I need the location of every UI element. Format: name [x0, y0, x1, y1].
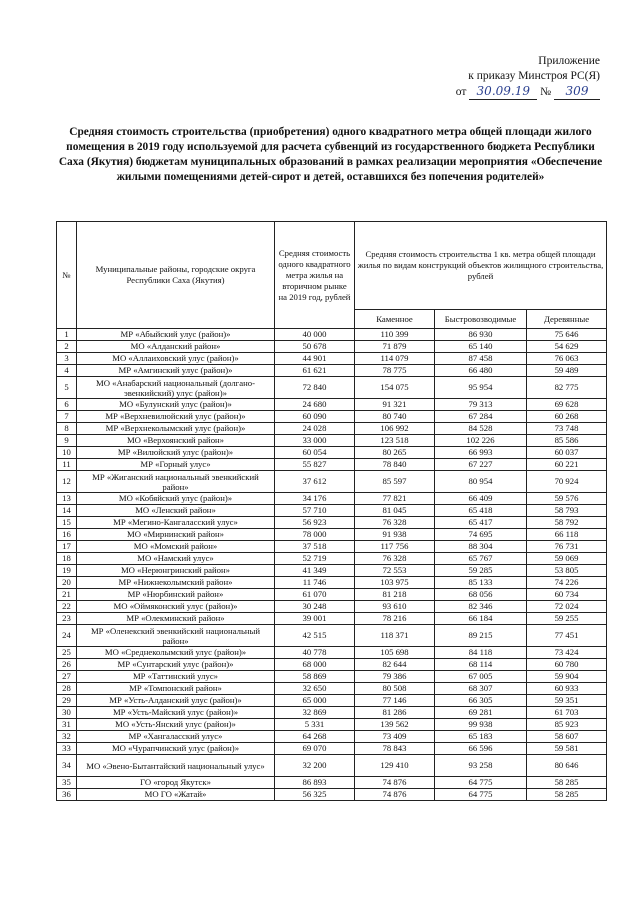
row-municipality: МО «Мирнинский район»	[77, 529, 275, 541]
row-stone-cost: 118 371	[355, 625, 435, 647]
row-stone-cost: 80 740	[355, 411, 435, 423]
row-fast-build-cost: 65 767	[435, 553, 527, 565]
row-fast-build-cost: 64 775	[435, 777, 527, 789]
row-fast-build-cost: 65 418	[435, 505, 527, 517]
table-row	[57, 731, 607, 743]
row-secondary-cost: 42 515	[275, 625, 355, 647]
row-wooden-cost: 60 268	[527, 411, 607, 423]
table-row	[57, 789, 607, 801]
row-municipality: МО «Кобяйский улус (район)»	[77, 493, 275, 505]
row-municipality: МО «Момский район»	[77, 541, 275, 553]
row-wooden-cost: 58 285	[527, 789, 607, 801]
row-secondary-cost: 24 028	[275, 423, 355, 435]
row-municipality: МР «Нюрбинский район»	[77, 589, 275, 601]
row-fast-build-cost: 84 528	[435, 423, 527, 435]
row-stone-cost: 79 386	[355, 671, 435, 683]
row-stone-cost: 82 644	[355, 659, 435, 671]
row-municipality: МО «Усть-Янский улус (район)»	[77, 719, 275, 731]
table-row	[57, 671, 607, 683]
row-fast-build-cost: 82 346	[435, 601, 527, 613]
row-municipality: МО «Анабарский национальный (долгано-эвенкийский) улус (район)»	[77, 377, 275, 399]
row-number: 14	[57, 505, 77, 517]
row-municipality: МР «Горный улус»	[77, 459, 275, 471]
row-number: 11	[57, 459, 77, 471]
row-wooden-cost: 59 904	[527, 671, 607, 683]
row-municipality: МО «Булунский улус (район)»	[77, 399, 275, 411]
row-number: 23	[57, 613, 77, 625]
row-secondary-cost: 40 000	[275, 329, 355, 341]
row-number: 24	[57, 625, 77, 647]
row-wooden-cost: 70 924	[527, 471, 607, 493]
row-secondary-cost: 44 901	[275, 353, 355, 365]
table-row	[57, 529, 607, 541]
row-stone-cost: 78 843	[355, 743, 435, 755]
row-stone-cost: 129 410	[355, 755, 435, 777]
row-secondary-cost: 58 869	[275, 671, 355, 683]
order-text: к приказу Минстроя РС(Я)	[468, 70, 600, 82]
table-row	[57, 411, 607, 423]
row-stone-cost: 81 218	[355, 589, 435, 601]
header-stone: Каменное	[355, 310, 435, 329]
row-number: 12	[57, 471, 77, 493]
row-municipality: МО ГО «Жатай»	[77, 789, 275, 801]
row-secondary-cost: 56 325	[275, 789, 355, 801]
row-stone-cost: 91 321	[355, 399, 435, 411]
row-wooden-cost: 59 489	[527, 365, 607, 377]
row-fast-build-cost: 69 281	[435, 707, 527, 719]
row-fast-build-cost: 65 417	[435, 517, 527, 529]
row-secondary-cost: 50 678	[275, 341, 355, 353]
row-fast-build-cost: 79 313	[435, 399, 527, 411]
row-municipality: МР «Верхневилюйский улус (район)»	[77, 411, 275, 423]
row-number: 34	[57, 755, 77, 777]
row-municipality: МР «Таттинский улус»	[77, 671, 275, 683]
row-municipality: МР «Жиганский национальный эвенкийский район»	[77, 471, 275, 493]
table-row	[57, 719, 607, 731]
table-row	[57, 517, 607, 529]
row-wooden-cost: 58 607	[527, 731, 607, 743]
row-number: 1	[57, 329, 77, 341]
row-fast-build-cost: 65 183	[435, 731, 527, 743]
row-secondary-cost: 37 612	[275, 471, 355, 493]
table-row	[57, 377, 607, 399]
row-municipality: МР «Сунтарский улус (район)»	[77, 659, 275, 671]
row-secondary-cost: 86 893	[275, 777, 355, 789]
row-number: 17	[57, 541, 77, 553]
row-wooden-cost: 60 933	[527, 683, 607, 695]
row-stone-cost: 78 840	[355, 459, 435, 471]
row-secondary-cost: 57 710	[275, 505, 355, 517]
order-number: 309	[554, 84, 600, 100]
row-stone-cost: 76 328	[355, 517, 435, 529]
row-municipality: МР «Верхнеколымский улус (район)»	[77, 423, 275, 435]
row-number: 36	[57, 789, 77, 801]
table-row	[57, 353, 607, 365]
row-secondary-cost: 61 070	[275, 589, 355, 601]
row-fast-build-cost: 64 775	[435, 789, 527, 801]
row-wooden-cost: 58 285	[527, 777, 607, 789]
row-municipality: МР «Мегино-Кангаласский улус»	[77, 517, 275, 529]
row-fast-build-cost: 89 215	[435, 625, 527, 647]
row-number: 18	[57, 553, 77, 565]
row-municipality: МО «Аллаиховский улус (район)»	[77, 353, 275, 365]
table-row	[57, 471, 607, 493]
row-wooden-cost: 58 792	[527, 517, 607, 529]
row-number: 28	[57, 683, 77, 695]
row-wooden-cost: 60 734	[527, 589, 607, 601]
appendix-label: Приложение	[538, 55, 600, 67]
row-secondary-cost: 65 000	[275, 695, 355, 707]
row-fast-build-cost: 93 258	[435, 755, 527, 777]
row-municipality: МО «Эвено-Бытантайский национальный улус»	[77, 755, 275, 777]
row-fast-build-cost: 59 285	[435, 565, 527, 577]
row-secondary-cost: 40 778	[275, 647, 355, 659]
table-row	[57, 695, 607, 707]
row-fast-build-cost: 66 184	[435, 613, 527, 625]
row-secondary-cost: 61 621	[275, 365, 355, 377]
row-stone-cost: 123 518	[355, 435, 435, 447]
row-number: 27	[57, 671, 77, 683]
row-number: 6	[57, 399, 77, 411]
row-stone-cost: 81 286	[355, 707, 435, 719]
row-number: 9	[57, 435, 77, 447]
row-secondary-cost: 56 923	[275, 517, 355, 529]
table-row	[57, 341, 607, 353]
row-fast-build-cost: 65 140	[435, 341, 527, 353]
header-construction-cost: Средняя стоимость строительства 1 кв. метра общей площади жилья по видам конструкций объектов жилищного строительства, рублей	[355, 222, 607, 310]
row-fast-build-cost: 66 596	[435, 743, 527, 755]
row-municipality: МР «Хангаласский улус»	[77, 731, 275, 743]
row-number: 22	[57, 601, 77, 613]
row-stone-cost: 114 079	[355, 353, 435, 365]
table-row	[57, 601, 607, 613]
row-fast-build-cost: 84 118	[435, 647, 527, 659]
row-municipality: МР «Олекминский район»	[77, 613, 275, 625]
cost-table	[56, 221, 607, 801]
row-wooden-cost: 61 703	[527, 707, 607, 719]
row-stone-cost: 80 265	[355, 447, 435, 459]
row-wooden-cost: 59 069	[527, 553, 607, 565]
table-row	[57, 589, 607, 601]
table-row	[57, 329, 607, 341]
row-secondary-cost: 78 000	[275, 529, 355, 541]
row-municipality: МР «Амгинский улус (район)»	[77, 365, 275, 377]
row-stone-cost: 71 879	[355, 341, 435, 353]
row-number: 30	[57, 707, 77, 719]
row-stone-cost: 74 876	[355, 789, 435, 801]
row-fast-build-cost: 87 458	[435, 353, 527, 365]
row-secondary-cost: 72 840	[275, 377, 355, 399]
row-fast-build-cost: 86 930	[435, 329, 527, 341]
row-municipality: МО «Среднеколымский улус (район)»	[77, 647, 275, 659]
row-secondary-cost: 52 719	[275, 553, 355, 565]
row-wooden-cost: 76 063	[527, 353, 607, 365]
row-wooden-cost: 59 351	[527, 695, 607, 707]
row-secondary-cost: 55 827	[275, 459, 355, 471]
row-fast-build-cost: 66 409	[435, 493, 527, 505]
row-wooden-cost: 75 646	[527, 329, 607, 341]
header-num: №	[57, 222, 77, 329]
row-stone-cost: 91 938	[355, 529, 435, 541]
row-municipality: МО «Ленский район»	[77, 505, 275, 517]
row-stone-cost: 72 553	[355, 565, 435, 577]
row-number: 15	[57, 517, 77, 529]
header-secondary-market: Средняя стоимость одного квадратного метра жилья на вторичном рынке на 2019 год, рублей	[275, 222, 355, 329]
header-wooden: Деревянные	[527, 310, 607, 329]
row-fast-build-cost: 74 695	[435, 529, 527, 541]
row-fast-build-cost: 99 938	[435, 719, 527, 731]
table-row	[57, 577, 607, 589]
row-municipality: МР «Томпонский район»	[77, 683, 275, 695]
row-stone-cost: 80 508	[355, 683, 435, 695]
row-wooden-cost: 82 775	[527, 377, 607, 399]
table-row	[57, 659, 607, 671]
row-number: 29	[57, 695, 77, 707]
row-municipality: МО «Чурапчинский улус (район)»	[77, 743, 275, 755]
row-stone-cost: 76 328	[355, 553, 435, 565]
row-secondary-cost: 32 650	[275, 683, 355, 695]
row-stone-cost: 117 756	[355, 541, 435, 553]
row-secondary-cost: 32 200	[275, 755, 355, 777]
row-fast-build-cost: 68 056	[435, 589, 527, 601]
row-number: 7	[57, 411, 77, 423]
row-wooden-cost: 76 731	[527, 541, 607, 553]
row-secondary-cost: 60 054	[275, 447, 355, 459]
row-wooden-cost: 85 586	[527, 435, 607, 447]
row-fast-build-cost: 68 114	[435, 659, 527, 671]
row-stone-cost: 78 216	[355, 613, 435, 625]
document-title: Средняя стоимость строительства (приобретения) одного квадратного метра общей площади жилого помещения в 2019 году используемой для расчета субвенций из государственного бюджета Республики Саха (Якутия) бюджетам муниципальных образований в рамках реализации мероприятия «Обеспечение жилыми помещениями детей-сирот и детей, оставшихся без попечения родителей»	[58, 126, 603, 183]
table-row	[57, 613, 607, 625]
row-number: 16	[57, 529, 77, 541]
row-secondary-cost: 32 869	[275, 707, 355, 719]
row-municipality: ГО «город Якутск»	[77, 777, 275, 789]
row-secondary-cost: 69 070	[275, 743, 355, 755]
table-row	[57, 625, 607, 647]
row-secondary-cost: 11 746	[275, 577, 355, 589]
table-row	[57, 755, 607, 777]
row-fast-build-cost: 67 284	[435, 411, 527, 423]
table-row	[57, 647, 607, 659]
row-secondary-cost: 34 176	[275, 493, 355, 505]
row-number: 5	[57, 377, 77, 399]
row-number: 25	[57, 647, 77, 659]
table-row	[57, 565, 607, 577]
row-number: 3	[57, 353, 77, 365]
row-municipality: МО «Намский улус»	[77, 553, 275, 565]
row-municipality: МР «Усть-Алданский улус (район)»	[77, 695, 275, 707]
row-municipality: МР «Оленекский эвенкийский национальный район»	[77, 625, 275, 647]
row-municipality: МО «Оймяконский улус (район)»	[77, 601, 275, 613]
row-number: 2	[57, 341, 77, 353]
row-wooden-cost: 73 748	[527, 423, 607, 435]
table-row	[57, 683, 607, 695]
table-row	[57, 435, 607, 447]
row-stone-cost: 93 610	[355, 601, 435, 613]
row-wooden-cost: 66 118	[527, 529, 607, 541]
row-stone-cost: 78 775	[355, 365, 435, 377]
row-stone-cost: 110 399	[355, 329, 435, 341]
row-fast-build-cost: 66 993	[435, 447, 527, 459]
row-wooden-cost: 59 255	[527, 613, 607, 625]
row-secondary-cost: 39 001	[275, 613, 355, 625]
row-wooden-cost: 77 451	[527, 625, 607, 647]
table-row	[57, 777, 607, 789]
row-municipality: МР «Абыйский улус (район)»	[77, 329, 275, 341]
row-fast-build-cost: 67 005	[435, 671, 527, 683]
row-number: 26	[57, 659, 77, 671]
order-number-sign: №	[540, 86, 552, 98]
row-secondary-cost: 60 090	[275, 411, 355, 423]
table-body	[57, 329, 607, 801]
row-number: 20	[57, 577, 77, 589]
row-wooden-cost: 60 780	[527, 659, 607, 671]
row-wooden-cost: 85 923	[527, 719, 607, 731]
row-wooden-cost: 59 581	[527, 743, 607, 755]
table-row	[57, 553, 607, 565]
row-wooden-cost: 54 629	[527, 341, 607, 353]
row-fast-build-cost: 85 133	[435, 577, 527, 589]
row-wooden-cost: 80 646	[527, 755, 607, 777]
row-municipality: МР «Усть-Майский улус (район)»	[77, 707, 275, 719]
table-row	[57, 399, 607, 411]
table-row	[57, 505, 607, 517]
row-fast-build-cost: 66 305	[435, 695, 527, 707]
table-row	[57, 365, 607, 377]
row-secondary-cost: 30 248	[275, 601, 355, 613]
row-secondary-cost: 33 000	[275, 435, 355, 447]
header-fast-build: Быстровозводимые	[435, 310, 527, 329]
row-municipality: МР «Нижнеколымский район»	[77, 577, 275, 589]
row-number: 33	[57, 743, 77, 755]
table-row	[57, 541, 607, 553]
order-line	[456, 84, 600, 100]
row-stone-cost: 139 562	[355, 719, 435, 731]
row-fast-build-cost: 80 954	[435, 471, 527, 493]
row-wooden-cost: 60 037	[527, 447, 607, 459]
row-number: 4	[57, 365, 77, 377]
row-stone-cost: 106 992	[355, 423, 435, 435]
row-wooden-cost: 53 805	[527, 565, 607, 577]
row-fast-build-cost: 95 954	[435, 377, 527, 399]
row-secondary-cost: 24 680	[275, 399, 355, 411]
row-secondary-cost: 64 268	[275, 731, 355, 743]
table-row	[57, 423, 607, 435]
row-municipality: МО «Алданский район»	[77, 341, 275, 353]
row-stone-cost: 74 876	[355, 777, 435, 789]
row-wooden-cost: 60 221	[527, 459, 607, 471]
row-wooden-cost: 73 424	[527, 647, 607, 659]
row-secondary-cost: 68 000	[275, 659, 355, 671]
row-stone-cost: 73 409	[355, 731, 435, 743]
row-stone-cost: 103 975	[355, 577, 435, 589]
row-wooden-cost: 69 628	[527, 399, 607, 411]
table-row	[57, 459, 607, 471]
row-stone-cost: 105 698	[355, 647, 435, 659]
row-secondary-cost: 5 331	[275, 719, 355, 731]
row-number: 35	[57, 777, 77, 789]
row-secondary-cost: 41 349	[275, 565, 355, 577]
row-stone-cost: 85 597	[355, 471, 435, 493]
row-number: 19	[57, 565, 77, 577]
row-fast-build-cost: 66 480	[435, 365, 527, 377]
row-stone-cost: 81 045	[355, 505, 435, 517]
row-wooden-cost: 72 024	[527, 601, 607, 613]
row-fast-build-cost: 68 307	[435, 683, 527, 695]
row-number: 31	[57, 719, 77, 731]
row-secondary-cost: 37 518	[275, 541, 355, 553]
row-stone-cost: 154 075	[355, 377, 435, 399]
order-date: 30.09.19	[469, 84, 537, 100]
row-fast-build-cost: 88 304	[435, 541, 527, 553]
row-wooden-cost: 58 793	[527, 505, 607, 517]
row-municipality: МР «Вилюйский улус (район)»	[77, 447, 275, 459]
row-number: 32	[57, 731, 77, 743]
order-prefix: от	[455, 86, 467, 98]
header-municipality: Муниципальные районы, городские округа Республики Саха (Якутия)	[77, 222, 275, 329]
appendix-header	[456, 54, 600, 100]
row-stone-cost: 77 821	[355, 493, 435, 505]
row-number: 13	[57, 493, 77, 505]
row-stone-cost: 77 146	[355, 695, 435, 707]
row-fast-build-cost: 102 226	[435, 435, 527, 447]
table-row	[57, 493, 607, 505]
row-number: 10	[57, 447, 77, 459]
row-fast-build-cost: 67 227	[435, 459, 527, 471]
table-row	[57, 447, 607, 459]
row-number: 21	[57, 589, 77, 601]
row-wooden-cost: 74 226	[527, 577, 607, 589]
row-wooden-cost: 59 576	[527, 493, 607, 505]
row-municipality: МО «Верхоянский район»	[77, 435, 275, 447]
row-municipality: МО «Нерюнгринский район»	[77, 565, 275, 577]
table-row	[57, 743, 607, 755]
table-row	[57, 707, 607, 719]
row-number: 8	[57, 423, 77, 435]
